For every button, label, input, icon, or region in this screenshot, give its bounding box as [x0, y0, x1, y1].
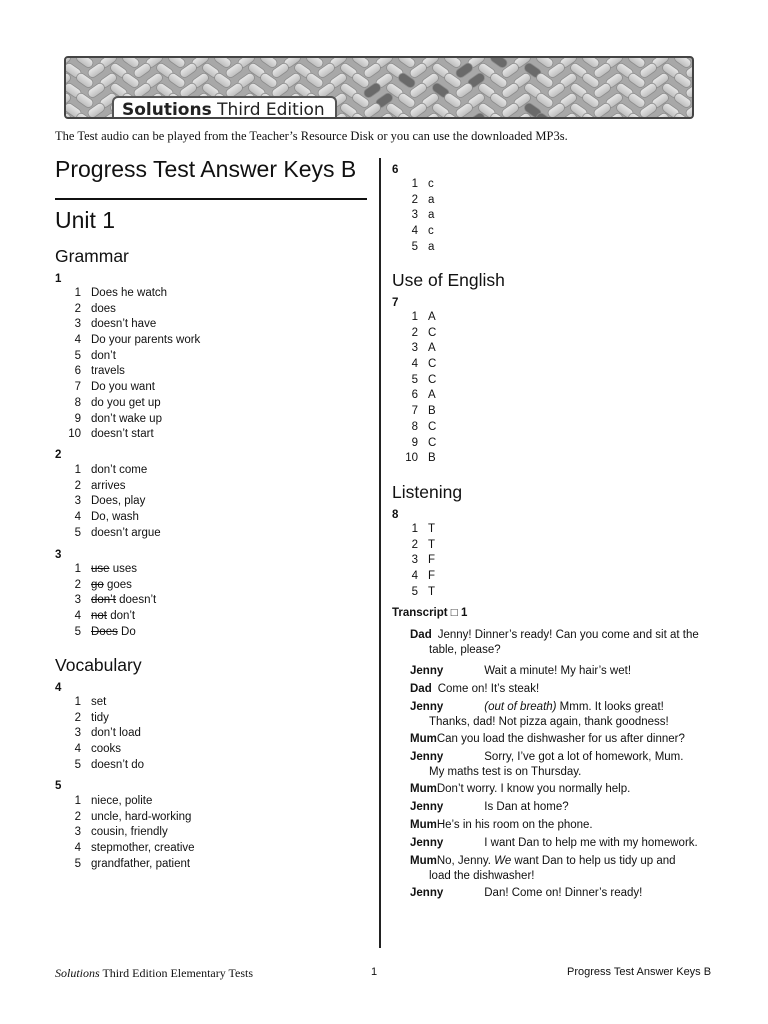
section-grammar: Grammar	[55, 246, 129, 266]
answer-number: 4	[411, 358, 418, 371]
section-use-of-english: Use of English	[392, 270, 505, 290]
answer-item	[55, 593, 156, 609]
banner-pill	[535, 58, 555, 69]
transcript-line: Dad Jenny! Dinner’s ready! Can you come and sit at the table, please?	[410, 629, 699, 656]
answer-text: B	[428, 452, 436, 465]
speaker-name: Jenny	[410, 801, 444, 813]
answer-number: 3	[74, 318, 81, 331]
answer-text: C	[428, 420, 437, 433]
answer-list	[55, 286, 200, 443]
question-number: 2	[55, 449, 62, 461]
unit-title: Unit 1	[55, 207, 116, 233]
answer-text: not don’t	[91, 610, 136, 623]
banner-pill	[351, 58, 371, 69]
answer-number: 6	[411, 389, 418, 402]
answer-list	[392, 310, 436, 467]
answer-text: B	[428, 405, 436, 418]
answer-list	[55, 695, 144, 773]
answer-item	[392, 404, 436, 420]
answer-number: 5	[74, 758, 81, 771]
answer-number: 2	[411, 193, 418, 206]
transcript-line: MumDon’t worry. I know you normally help.	[410, 783, 631, 795]
section-listening: Listening	[392, 482, 463, 502]
answer-number: 2	[74, 810, 81, 823]
question-number: 6	[392, 164, 399, 176]
answer-item	[55, 427, 200, 443]
banner-pill	[305, 58, 325, 69]
answer-number: 1	[74, 464, 81, 476]
banner-pill	[489, 58, 509, 69]
answer-item	[392, 357, 436, 373]
banner-pill	[259, 58, 279, 69]
answer-number: 1	[411, 523, 418, 535]
answer-text: does	[91, 302, 116, 315]
answer-item	[55, 758, 144, 774]
answer-list	[55, 463, 161, 541]
answer-item	[55, 494, 161, 510]
answer-item	[392, 388, 436, 404]
answer-item	[55, 479, 161, 495]
answer-text: T	[428, 523, 436, 535]
answer-number: 2	[74, 711, 81, 724]
answer-text: tidy	[91, 711, 109, 724]
intro-text: The Test audio can be played from the Teacher’s Resource Disk or you can use the downloaded MP3s.	[55, 129, 568, 143]
answer-item	[55, 286, 200, 302]
section-vocabulary: Vocabulary	[55, 655, 142, 675]
answer-text: C	[428, 373, 437, 386]
answer-text: Does, play	[91, 495, 146, 508]
answer-text: travels	[91, 365, 125, 378]
speaker-name: Dad	[410, 629, 432, 641]
transcript-line: Jenny Dan! Come on! Dinner’s ready!	[410, 887, 643, 899]
answer-item	[392, 177, 434, 193]
answer-number: 5	[411, 585, 418, 598]
answer-number: 2	[74, 578, 81, 591]
answer-number: 3	[74, 495, 81, 508]
answer-number: 4	[74, 334, 81, 347]
answer-number: 4	[74, 511, 81, 524]
speaker-name: Jenny	[410, 665, 444, 677]
answer-item	[55, 562, 156, 578]
answer-text: doesn’t have	[91, 318, 157, 331]
transcript-line: MumNo, Jenny. We want Dan to help us tidy up and load the dishwasher!	[410, 855, 676, 882]
answer-number: 2	[411, 538, 418, 551]
answer-number: 1	[74, 287, 81, 299]
answer-text: a	[428, 209, 435, 222]
answer-number: 5	[411, 373, 418, 386]
answer-number: 7	[411, 405, 418, 418]
answer-text: C	[428, 358, 437, 371]
answer-text: arrives	[91, 479, 126, 492]
struck-word: don’t	[91, 594, 116, 607]
answer-item	[55, 412, 200, 428]
answer-text: a	[428, 240, 435, 253]
answer-text: cooks	[91, 743, 122, 756]
answer-text: stepmother, creative	[91, 842, 195, 855]
header-banner	[64, 56, 694, 119]
answer-item	[55, 578, 156, 594]
transcript-line: Jenny (out of breath) Mmm. It looks great! Thanks, dad! Not pizza again, thank goodness!	[410, 701, 669, 728]
page-number: 1	[371, 966, 378, 978]
answer-number: 1	[74, 696, 81, 708]
banner-pill	[443, 58, 463, 69]
answer-number: 5	[74, 857, 81, 870]
answer-number: 3	[411, 209, 418, 222]
answer-text: don’t wake up	[91, 412, 162, 425]
answer-list	[392, 177, 434, 255]
answer-number: 3	[411, 342, 418, 355]
answer-number: 8	[411, 420, 418, 433]
answer-text: don’t	[91, 349, 116, 362]
answer-item	[55, 463, 161, 479]
answer-number: 9	[74, 412, 81, 425]
answer-number: 8	[74, 396, 81, 409]
transcript-line: Jenny Wait a minute! My hair’s wet!	[410, 665, 632, 677]
answer-text: C	[428, 326, 437, 339]
transcript-line: Jenny Is Dan at home?	[410, 801, 569, 813]
answer-item	[55, 726, 144, 742]
transcript-line: MumCan you load the dishwasher for us after dinner?	[410, 733, 685, 745]
answer-number: 10	[68, 428, 81, 441]
answer-text: don’t come	[91, 464, 148, 476]
answer-item	[392, 436, 436, 452]
answer-text: go goes	[91, 578, 132, 591]
struck-word: Does	[91, 625, 118, 638]
banner-pill	[75, 58, 95, 69]
answer-number: 5	[74, 349, 81, 362]
answer-number: 7	[74, 381, 81, 394]
answer-item	[55, 841, 195, 857]
answer-item	[55, 609, 156, 625]
answer-item	[392, 208, 434, 224]
transcript-heading: Transcript □ 1	[392, 607, 468, 619]
answer-text: C	[428, 436, 437, 449]
answer-item	[55, 742, 144, 758]
answer-text: c	[428, 225, 434, 238]
answer-item	[55, 857, 195, 873]
answer-text: set	[91, 696, 107, 708]
transcript-line: Jenny Sorry, I’ve got a lot of homework, Mum. My maths test is on Thursday.	[410, 751, 684, 778]
answer-text: A	[428, 311, 436, 323]
answer-item	[392, 585, 435, 601]
answer-item	[55, 711, 144, 727]
answer-text: don’t load	[91, 727, 141, 740]
answer-text: Does he watch	[91, 287, 168, 299]
answer-item	[392, 193, 434, 209]
answer-number: 4	[74, 842, 81, 855]
question-number: 8	[392, 509, 399, 521]
speaker-name: Mum	[410, 855, 437, 867]
answer-text: niece, polite	[91, 795, 153, 807]
answer-text: a	[428, 193, 435, 206]
answer-text: Does Do	[91, 625, 136, 638]
answer-number: 2	[74, 302, 81, 315]
answer-number: 2	[74, 479, 81, 492]
answer-text: don’t doesn’t	[91, 594, 157, 607]
answer-item	[55, 825, 195, 841]
answer-number: 1	[74, 563, 81, 575]
struck-word: go	[91, 578, 104, 591]
footer-series: Solutions Third Edition Elementary Tests	[55, 966, 254, 980]
banner-pill	[397, 58, 417, 69]
answer-number: 10	[405, 452, 418, 465]
speaker-name: Jenny	[410, 837, 444, 849]
answer-item	[392, 341, 436, 357]
answer-item	[392, 538, 435, 554]
answer-item	[55, 526, 161, 542]
struck-word: not	[91, 610, 107, 623]
banner-pill	[581, 58, 601, 69]
answer-text: do you get up	[91, 396, 161, 409]
answer-number: 3	[74, 727, 81, 740]
answer-text: F	[428, 570, 436, 583]
question-number: 4	[55, 682, 62, 694]
answer-number: 2	[411, 326, 418, 339]
answer-item	[55, 364, 200, 380]
answer-number: 3	[411, 554, 418, 567]
answer-item	[55, 302, 200, 318]
answer-item	[392, 451, 436, 467]
answer-text: A	[428, 342, 436, 355]
banner-pill	[213, 58, 233, 69]
answer-text: doesn’t argue	[91, 526, 161, 539]
footer-title: Progress Test Answer Keys B	[567, 966, 712, 978]
answer-number: 1	[74, 795, 81, 807]
title-rule	[55, 198, 367, 200]
brand-logo: Solutions Third Edition	[112, 96, 337, 119]
answer-number: 3	[74, 826, 81, 839]
answer-item	[392, 569, 435, 585]
answer-number: 4	[411, 570, 418, 583]
speaker-name: Jenny	[410, 751, 444, 763]
answer-number: 1	[411, 178, 418, 190]
answer-number: 5	[74, 625, 81, 638]
answer-text: A	[428, 389, 436, 402]
transcript-line: Dad Come on! It’s steak!	[410, 683, 540, 695]
banner-pill	[167, 58, 187, 69]
speaker-name: Mum	[410, 733, 437, 745]
question-number: 3	[55, 549, 62, 561]
answer-text: cousin, friendly	[91, 826, 168, 839]
answer-item	[392, 326, 436, 342]
answer-item	[392, 420, 436, 436]
answer-text: Do, wash	[91, 511, 139, 524]
answer-number: 9	[411, 436, 418, 449]
answer-list	[392, 522, 435, 600]
answer-number: 4	[74, 743, 81, 756]
column-divider	[379, 158, 381, 948]
answer-text: F	[428, 554, 436, 567]
banner-pill	[121, 58, 141, 69]
answer-text: Do you want	[91, 381, 155, 394]
answer-number: 6	[74, 365, 81, 378]
answer-number: 4	[74, 610, 81, 623]
answer-text: c	[428, 178, 434, 190]
answer-text: use uses	[91, 563, 138, 575]
speaker-name: Jenny	[410, 887, 444, 899]
question-number: 1	[55, 273, 62, 285]
speaker-name: Dad	[410, 683, 432, 695]
transcript-line: MumHe’s in his room on the phone.	[410, 819, 593, 831]
answer-number: 4	[411, 225, 418, 238]
answer-text: T	[428, 585, 436, 598]
answer-item	[392, 240, 434, 256]
answer-item	[55, 695, 144, 711]
answer-item	[55, 510, 161, 526]
answer-item	[55, 625, 156, 641]
answer-item	[392, 310, 436, 326]
answer-item	[55, 380, 200, 396]
answer-number: 3	[74, 594, 81, 607]
question-number: 7	[392, 297, 399, 309]
transcript-line: Jenny I want Dan to help me with my homework.	[410, 837, 698, 849]
answer-item	[55, 349, 200, 365]
answer-item	[392, 373, 436, 389]
answer-item	[55, 333, 200, 349]
speaker-name: Mum	[410, 819, 437, 831]
answer-text: grandfather, patient	[91, 857, 191, 870]
question-number: 5	[55, 780, 62, 792]
answer-list	[55, 794, 195, 872]
answer-text: T	[428, 538, 436, 551]
answer-number: 5	[74, 526, 81, 539]
answer-text: Do your parents work	[91, 334, 201, 347]
answer-item	[392, 553, 435, 569]
banner-pill	[673, 58, 693, 69]
struck-word: use	[91, 563, 110, 575]
answer-text: doesn’t do	[91, 758, 145, 771]
speaker-name: Mum	[410, 783, 437, 795]
answer-item	[392, 224, 434, 240]
answer-number: 5	[411, 240, 418, 253]
answer-text: doesn’t start	[91, 428, 154, 441]
answer-item	[55, 317, 200, 333]
answer-text: uncle, hard-working	[91, 810, 192, 823]
answer-list	[55, 562, 156, 640]
answer-item	[55, 396, 200, 412]
banner-pill	[627, 58, 647, 69]
answer-item	[392, 522, 435, 538]
answer-number: 1	[411, 311, 418, 323]
answer-item	[55, 794, 195, 810]
answer-item	[55, 810, 195, 826]
speaker-name: Jenny	[410, 701, 444, 713]
page-title: Progress Test Answer Keys B	[55, 156, 357, 182]
